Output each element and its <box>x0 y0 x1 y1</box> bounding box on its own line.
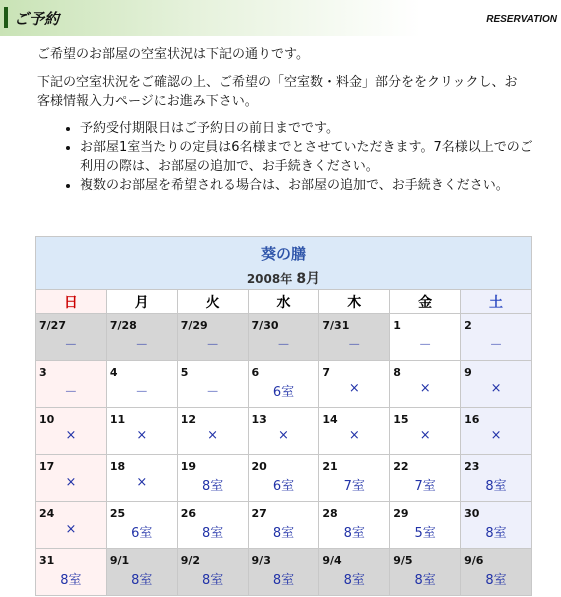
weekday-header: 木 <box>319 290 390 314</box>
vacancy-status: － <box>135 338 149 353</box>
calendar-caption <box>36 237 532 290</box>
calendar-day-cell[interactable] <box>319 455 390 502</box>
day-number: 29 <box>393 507 409 520</box>
vacancy-status: × <box>490 428 502 443</box>
vacancy-status: － <box>206 338 220 353</box>
day-number: 9/1 <box>109 554 130 567</box>
vacancy-status: × <box>65 475 77 490</box>
calendar-day-cell[interactable] <box>248 361 319 408</box>
calendar-day-cell[interactable] <box>177 502 248 549</box>
calendar-week-row <box>36 455 532 502</box>
calendar-day-cell <box>106 314 177 361</box>
day-number: 14 <box>322 413 338 426</box>
vacancy-status: 8室 <box>272 573 295 588</box>
day-number: 24 <box>39 507 55 520</box>
day-number: 26 <box>180 507 196 520</box>
calendar-day-cell <box>177 361 248 408</box>
day-number: 28 <box>322 507 338 520</box>
day-number: 7/30 <box>251 319 279 332</box>
vacancy-link[interactable]: 6室 <box>131 526 153 541</box>
day-number: 13 <box>251 413 267 426</box>
vacancy-status: × <box>490 381 502 396</box>
day-number: 4 <box>109 366 118 379</box>
calendar-day-cell[interactable] <box>248 502 319 549</box>
calendar-day-cell <box>36 314 107 361</box>
day-number: 5 <box>180 366 189 379</box>
calendar-week-row <box>36 502 532 549</box>
calendar-day-cell <box>248 549 319 596</box>
vacancy-status: × <box>348 428 360 443</box>
vacancy-link[interactable]: 8室 <box>201 526 224 541</box>
day-number: 9/5 <box>393 554 413 567</box>
weekday-header: 金 <box>390 290 461 314</box>
calendar-day-cell <box>106 549 177 596</box>
availability-calendar <box>35 236 532 596</box>
day-number: 2 <box>464 319 472 332</box>
day-number: 9/6 <box>464 554 484 567</box>
page-title: ご予約 <box>14 10 60 28</box>
calendar-day-cell[interactable] <box>461 502 532 549</box>
calendar-day-cell <box>177 408 248 455</box>
calendar-day-cell <box>390 408 461 455</box>
vacancy-status: × <box>278 428 289 443</box>
note-item: • 複数のお部屋を希望される場合は、お部屋の追加で、お手続きください。 <box>80 176 542 195</box>
vacancy-status: × <box>65 428 77 443</box>
weekday-header: 日 <box>36 290 107 314</box>
vacancy-status: × <box>65 522 77 537</box>
day-number: 17 <box>39 460 55 473</box>
calendar-day-cell <box>36 502 107 549</box>
day-number: 18 <box>109 460 126 473</box>
calendar-day-cell <box>461 361 532 408</box>
vacancy-status: － <box>64 338 78 353</box>
calendar-day-cell <box>390 314 461 361</box>
day-number: 25 <box>109 507 126 520</box>
vacancy-link[interactable]: 7室 <box>343 479 365 494</box>
calendar-day-cell <box>461 314 532 361</box>
day-number: 23 <box>464 460 480 473</box>
calendar-day-cell <box>106 361 177 408</box>
day-number: 9/3 <box>251 554 271 567</box>
vacancy-status: × <box>419 381 431 396</box>
vacancy-status: 8室 <box>131 573 153 588</box>
day-number: 22 <box>393 460 409 473</box>
vacancy-status: × <box>136 475 148 490</box>
calendar-day-cell <box>106 408 177 455</box>
calendar-month: 2008年 8月 <box>246 271 321 287</box>
calendar-day-cell <box>319 549 390 596</box>
notes-list <box>60 119 542 195</box>
vacancy-status: × <box>419 428 431 443</box>
vacancy-link[interactable]: 8室 <box>60 573 82 588</box>
vacancy-link[interactable]: 6室 <box>272 385 295 400</box>
vacancy-status: － <box>206 385 220 400</box>
day-number: 31 <box>39 554 55 567</box>
calendar-day-cell[interactable] <box>390 455 461 502</box>
day-number: 8 <box>393 366 401 379</box>
day-number: 6 <box>251 366 260 379</box>
vacancy-status: － <box>418 338 432 353</box>
vacancy-status: × <box>136 428 148 443</box>
weekday-header: 水 <box>248 290 319 314</box>
day-number: 16 <box>464 413 480 426</box>
vacancy-status: － <box>489 338 503 353</box>
day-number: 9 <box>464 366 472 379</box>
calendar-week-row <box>36 361 532 408</box>
day-number: 27 <box>251 507 267 520</box>
vacancy-link[interactable]: 8室 <box>343 526 365 541</box>
day-number: 11 <box>109 413 126 426</box>
day-number: 12 <box>180 413 196 426</box>
header-accent-bar <box>4 7 8 28</box>
calendar-day-cell[interactable] <box>319 502 390 549</box>
day-number: 21 <box>322 460 338 473</box>
calendar-day-cell <box>461 408 532 455</box>
vacancy-status: － <box>276 338 290 353</box>
vacancy-link[interactable]: 7室 <box>414 479 436 494</box>
vacancy-link[interactable]: 5室 <box>414 526 436 541</box>
room-name: 葵の膳 <box>260 245 306 263</box>
calendar-day-cell <box>177 549 248 596</box>
calendar-day-cell <box>461 549 532 596</box>
calendar-day-cell <box>390 549 461 596</box>
calendar-day-cell <box>319 408 390 455</box>
calendar-day-cell[interactable] <box>106 502 177 549</box>
vacancy-link[interactable]: 8室 <box>485 526 507 541</box>
vacancy-link[interactable]: 6室 <box>272 479 295 494</box>
vacancy-status: 8室 <box>343 573 365 588</box>
vacancy-status: 8室 <box>485 573 507 588</box>
day-number: 7/28 <box>109 319 137 332</box>
day-number: 9/4 <box>322 554 342 567</box>
weekday-header: 土 <box>461 290 532 314</box>
vacancy-link[interactable]: 8室 <box>485 479 507 494</box>
note-item: • お部屋1室当たりの定員は6名様までとさせていただきます。7名様以上でのご利用の際は、お部屋の追加で、お手続きください。 <box>80 138 542 176</box>
weekday-header-row <box>36 290 532 314</box>
intro-text-2: 下記の空室状況をご確認の上、ご希望の「空室数・料金」部分ををクリックし、お客様情報入力ページにお進み下さい。 <box>37 75 518 109</box>
calendar-week-row <box>36 314 532 361</box>
vacancy-status: － <box>347 338 361 353</box>
vacancy-link[interactable]: 8室 <box>272 526 295 541</box>
day-number: 7/27 <box>39 319 66 332</box>
calendar-day-cell[interactable] <box>248 455 319 502</box>
calendar-day-cell <box>177 314 248 361</box>
calendar-day-cell[interactable] <box>390 502 461 549</box>
calendar-day-cell <box>319 361 390 408</box>
page-header <box>0 0 561 36</box>
weekday-header: 月 <box>106 290 177 314</box>
vacancy-status: 8室 <box>414 573 436 588</box>
vacancy-status: × <box>348 381 360 396</box>
calendar-day-cell[interactable] <box>177 455 248 502</box>
page-subtitle: RESERVATION <box>486 14 557 25</box>
day-number: 10 <box>39 413 55 426</box>
calendar-day-cell <box>319 314 390 361</box>
calendar-day-cell <box>106 455 177 502</box>
calendar-day-cell <box>36 408 107 455</box>
weekday-header: 火 <box>177 290 248 314</box>
day-number: 1 <box>393 319 401 332</box>
calendar-week-row <box>36 549 532 596</box>
day-number: 20 <box>251 460 267 473</box>
day-number: 7/31 <box>322 319 350 332</box>
calendar-day-cell <box>248 408 319 455</box>
day-number: 7 <box>322 366 331 379</box>
calendar-week-row <box>36 408 532 455</box>
vacancy-status: 8室 <box>201 573 224 588</box>
intro-text-1: ご希望のお部屋の空室状況は下記の通りです。 <box>37 47 309 62</box>
vacancy-status: × <box>207 428 219 443</box>
day-number: 3 <box>39 366 47 379</box>
day-number: 15 <box>393 413 409 426</box>
calendar-day-cell <box>36 455 107 502</box>
day-number: 30 <box>464 507 480 520</box>
calendar-day-cell[interactable] <box>461 455 532 502</box>
day-number: 7/29 <box>180 319 208 332</box>
day-number: 19 <box>180 460 196 473</box>
note-item: • 予約受付期限日はご予約日の前日までです。 <box>80 119 542 138</box>
day-number: 9/2 <box>180 554 201 567</box>
calendar-day-cell <box>390 361 461 408</box>
vacancy-status: － <box>64 385 78 400</box>
calendar-day-cell[interactable] <box>36 549 107 596</box>
calendar-day-cell <box>248 314 319 361</box>
vacancy-link[interactable]: 8室 <box>201 479 224 494</box>
vacancy-status: － <box>135 385 149 400</box>
calendar-day-cell <box>36 361 107 408</box>
